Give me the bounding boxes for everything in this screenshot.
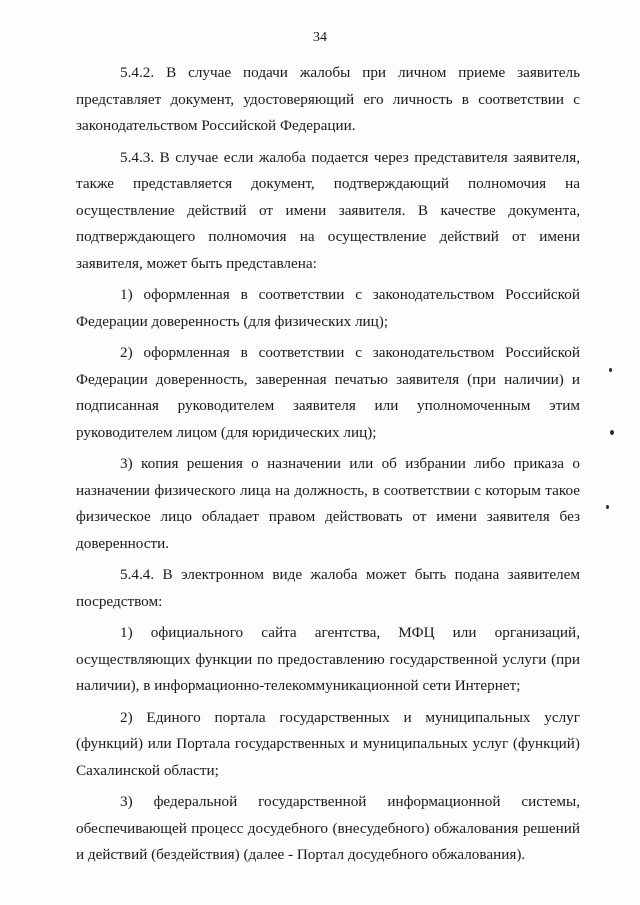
scan-speck bbox=[609, 368, 612, 372]
paragraph-5-4-3: 5.4.3. В случае если жалоба подается через представителя заявителя, также представляется документ, подтверждающий полномочия на осуществление действий от имени заявителя. В качестве документа, подтверждающего полномочия на осуществление действий от имени заявителя, может быть представлена: bbox=[76, 148, 580, 272]
list-item-unified-portal: 2) Единого портала государственных и муниципальных услуг (функций) или Портала государственных и муниципальных услуг (функций) Сахалинской области; bbox=[76, 708, 580, 779]
scan-speck bbox=[606, 505, 609, 509]
scan-speck bbox=[610, 430, 614, 435]
list-item-power-of-attorney-individuals: 1) оформленная в соответствии с законодательством Российской Федерации доверенность (для физических лиц); bbox=[76, 286, 580, 330]
document-body bbox=[76, 60, 580, 874]
paragraph-5-4-2: 5.4.2. В случае подачи жалобы при личном приеме заявитель представляет документ, удостоверяющий его личность в соответствии с законодательством Российской Федерации. bbox=[76, 64, 580, 134]
list-item-pretrial-appeal-system: 3) федеральной государственной информационной системы, обеспечивающей процесс досудебного (внесудебного) обжалования решений и действий (бездействия) (далее - Портал досудебного обжалования). bbox=[76, 793, 580, 863]
list-item-appointment-decision-copy: 3) копия решения о назначении или об избрании либо приказа о назначении физического лица на должность, в соответствии с которым такое физическое лицо обладает правом действовать от имени заявителя без доверенности. bbox=[76, 455, 580, 552]
list-item-official-website: 1) официального сайта агентства, МФЦ или организаций, осуществляющих функции по предоставлению государственной услуги (при наличии), в информационно-телекоммуникационной сети Интернет; bbox=[76, 624, 580, 694]
paragraph-5-4-4: 5.4.4. В электронном виде жалоба может быть подана заявителем посредством: bbox=[76, 566, 580, 610]
page-number: 34 bbox=[313, 30, 327, 45]
list-item-power-of-attorney-legal-entities: 2) оформленная в соответствии с законодательством Российской Федерации доверенность, заверенная печатью заявителя (при наличии) и подписанная руководителем заявителя или уполномоченным этим руководителем лицом (для юридических лиц); bbox=[76, 344, 580, 441]
